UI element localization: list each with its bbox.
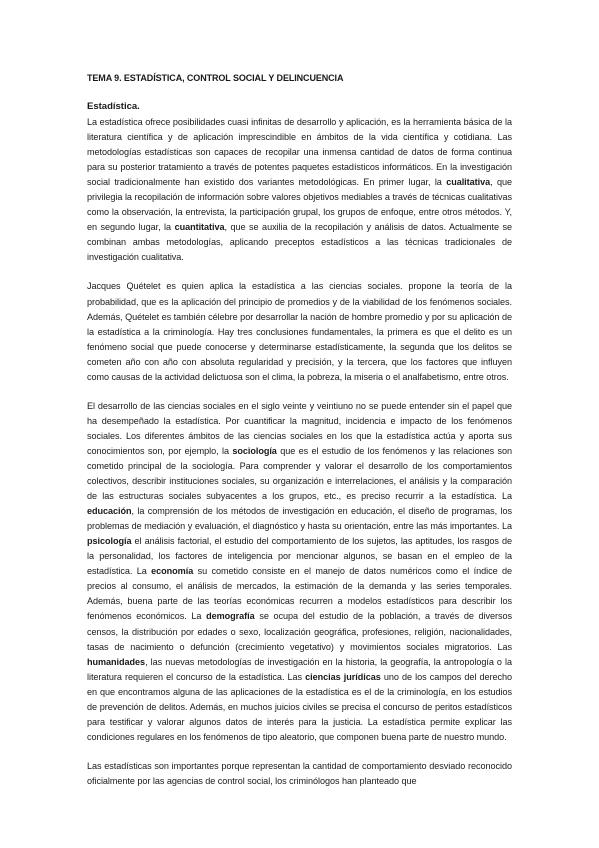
paragraph-text: su cometido consiste en el manejo de datos numéricos como el índice de precios al consumo, el análisis de mercados, la estimación de la demanda y las series temporales. Además, buena parte de las teorías económicas recurren a modelos estadísticos para describir los fenómenos económicos. La	[87, 566, 512, 622]
paragraph-text: La estadística ofrece posibilidades cuasi infinitas de desarrollo y aplicación, es la herramienta básica de la literatura científica y de aplicación imprescindible en ámbitos de la vida científica y cotidiana. Las metodologías estadísticas son capaces de recopilar una inmensa cantidad de datos de forma continua para su posterior tratamiento a través de potentes paquetes estadísticos informáticos. En la investigación social tradicionalmente han existido dos variantes metodológicas. En primer lugar, la	[87, 117, 512, 188]
paragraph-text: El desarrollo de las ciencias sociales en el siglo veinte y veintiuno no se puede entender sin el papel que ha desempeñado la estadística. Por cuantificar la magnitud, incidencia e impacto de los fenómenos sociales. Los diferentes ámbitos de las ciencias sociales en los que la estadística actúa y aporta sus conocimientos son, por ejemplo, la	[87, 400, 512, 456]
bold-term: ciencias jurídicas	[305, 671, 381, 682]
paragraph-text: , las nuevas metodologías de investigación en la historia, la geografía, la antropología o la literatura requieren el concurso de la estadística. Las	[87, 656, 512, 682]
section-heading: Estadística.	[87, 101, 140, 112]
bold-term: economía	[151, 566, 194, 577]
paragraph-text: Jacques Quételet es quien aplica la estadística a las ciencias sociales. propone la teoría de la probabilidad, que es la aplicación del principio de promedios y de la viabilidad de los fenómenos sociales. Además, Quételet es también célebre por desarrollar la nación de hombre promedio y por su aplicación de la estadística a la criminología. Hay tres conclusiones fundamentales, la primera es que el delito es un fenómeno social que puede conocerse y determinarse estadísticamente, la segunda que los delitos se cometen año con año con absoluta regularidad y precisión, y la tercera, que los factores que influyen como causas de la actividad delictuosa son el clima, la pobreza, la miseria o el analfabetismo, entre otros.	[87, 281, 512, 382]
bold-term: demografía	[206, 611, 255, 622]
body-paragraph	[87, 759, 512, 789]
paragraph-text: , que se auxilia de la recopilación y análisis de datos. Actualmente se combinan ambas metodologías, aplicando preceptos estadísticos a las técnicas tradicionales de investigación cualitativa.	[87, 222, 512, 263]
bold-term: cuantitativa	[174, 222, 225, 233]
body-paragraph	[87, 399, 512, 745]
paragraph-text: el análisis factorial, el estudio del comportamiento de los sujetos, las aptitudes, los rasgos de la personalidad, los factores de inteligencia por mencionar algunos, se basan en el empleo de la estadística. La	[87, 536, 512, 577]
paragraph-text: que es el estudio de los fenómenos y las relaciones son cometido principal de la sociología. Para comprender y valorar el desarrollo de los comportamientos colectivos, describir instituciones sociales, su organización e interrelaciones, el análisis y la comparación de las estructuras sociales subyacentes a los grupos, etc., es preciso recurrir a la estadística. La	[87, 445, 512, 502]
paragraph-text: uno de los campos del derecho en que encontramos alguna de las aplicaciones de la estadística es el de la criminología, en los estudios de prevención de delitos. Además, en muchos juicios civiles se precisa el concurso de peritos estadísticos para testificar y valorar algunos datos de interés para la justicia. La estadística permite explicar las condiciones regulares en los fenómenos de tipo aleatorio, que componen buena parte de nuestro mundo.	[87, 671, 512, 742]
paragraph-text: Las estadísticas son importantes porque representan la cantidad de comportamiento desviado reconocido oficialmente por las agencias de control social, los criminólogos han planteado que	[87, 760, 512, 786]
bold-term: sociología	[232, 445, 277, 456]
paragraph-text: se ocupa del estudio de la población, a través de diversos censos, la distribución por edades o sexo, localización geográfica, profesiones, religión, nacionalidades, tasas de nacimiento o defunción (crecimiento vegetativo) y movimientos sociales migratorios. Las	[87, 611, 512, 652]
bold-term: psicología	[87, 536, 132, 547]
paragraph-text: , que privilegia la recopilación de información sobre valores objetivos mediables a través de técnicas cualitativas como la observación, la entrevista, la participación grupal, los grupos de enfoque, entre otros métodos. Y, en segundo lugar, la	[87, 177, 512, 233]
body-paragraph	[87, 279, 512, 384]
bold-term: educación	[87, 506, 132, 517]
body-paragraph	[87, 115, 512, 265]
paragraph-text: , la comprensión de los métodos de investigación en educación, el diseño de programas, los problemas de mediación y evaluación, el diagnóstico y hasta su orientación, entre las más importantes. La	[87, 506, 512, 532]
bold-term: cualitativa	[446, 177, 491, 188]
bold-term: humanidades	[87, 656, 146, 667]
document-title: TEMA 9. ESTADÍSTICA, CONTROL SOCIAL Y DELINCUENCIA	[87, 73, 344, 83]
document-body	[87, 115, 512, 789]
